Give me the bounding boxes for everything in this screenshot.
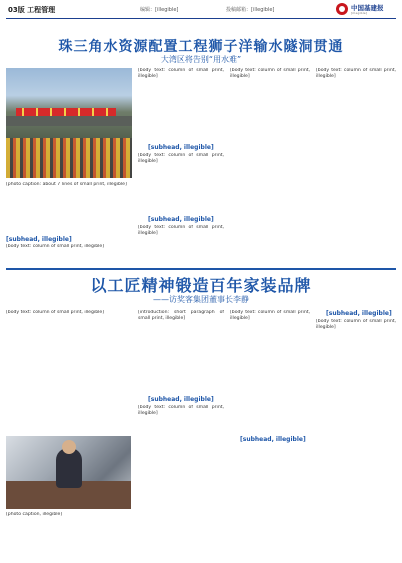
story1-photo <box>6 68 132 178</box>
newspaper-logo-icon <box>336 3 348 15</box>
story2-body-col1: [body text: column of small print, illegible] <box>6 310 105 315</box>
story2-headline: 以工匠精神锻造百年家装品牌 <box>90 276 312 295</box>
story1-body-col1: [body text: column of small print, illegible] <box>6 244 105 249</box>
story1-body-col2b: [body text: column of small print, illegible] <box>138 153 224 165</box>
header-rule <box>6 18 396 19</box>
brand-logo <box>336 3 394 16</box>
story2-photo <box>6 436 131 509</box>
story1-subheadline: 大湾区将告别“用水难” <box>160 55 242 64</box>
story-divider <box>6 268 396 270</box>
brand-name: 中国基建报 <box>351 4 384 12</box>
section-label: 03版 工程管理 <box>8 6 56 14</box>
story2-body-col3b <box>230 445 310 555</box>
story1-photo-caption: [photo caption: about 7 lines of small print, illegible] <box>6 182 127 187</box>
story1-body-col3: [body text: column of small print, illegible] <box>230 68 310 80</box>
story2-subhead-col2: [subhead, illegible] <box>148 396 214 403</box>
story2-subhead-col4: [subhead, illegible] <box>326 310 392 317</box>
story1-headline: 珠三角水资源配置工程狮子洋输水隧洞贯通 <box>58 39 344 55</box>
story2-subheadline: ——访奖客集团董事长李静 <box>153 295 249 304</box>
story2-photo-caption: [photo caption, illegible] <box>6 512 63 517</box>
story1-body-col2c: [body text: column of small print, illegible] <box>138 225 224 237</box>
story1-body-col2: [body text: column of small print, illegible] <box>138 68 224 80</box>
story2-intro: [introduction: short paragraph of small print, illegible] <box>138 310 224 322</box>
story2-subhead-col3: [subhead, illegible] <box>240 436 306 443</box>
brand-subtitle: [illegible] <box>351 11 368 15</box>
story2-body-col2: [body text: column of small print, illegible] <box>138 405 224 417</box>
story2-body-col3: [body text: column of small print, illegible] <box>230 310 310 322</box>
editor-credit: 编辑：[illegible] <box>140 7 179 13</box>
contact-line: 投稿邮箱：[illegible] <box>226 7 275 13</box>
story2-body-col4: [body text: column of small print, illegible] <box>316 319 396 331</box>
story1-subhead-col2a: [subhead, illegible] <box>148 144 214 151</box>
story1-subhead-col2b: [subhead, illegible] <box>148 216 214 223</box>
story1-body-col4: [body text: column of small print, illegible] <box>316 68 396 80</box>
story1-subhead-col1: [subhead, illegible] <box>6 236 72 243</box>
